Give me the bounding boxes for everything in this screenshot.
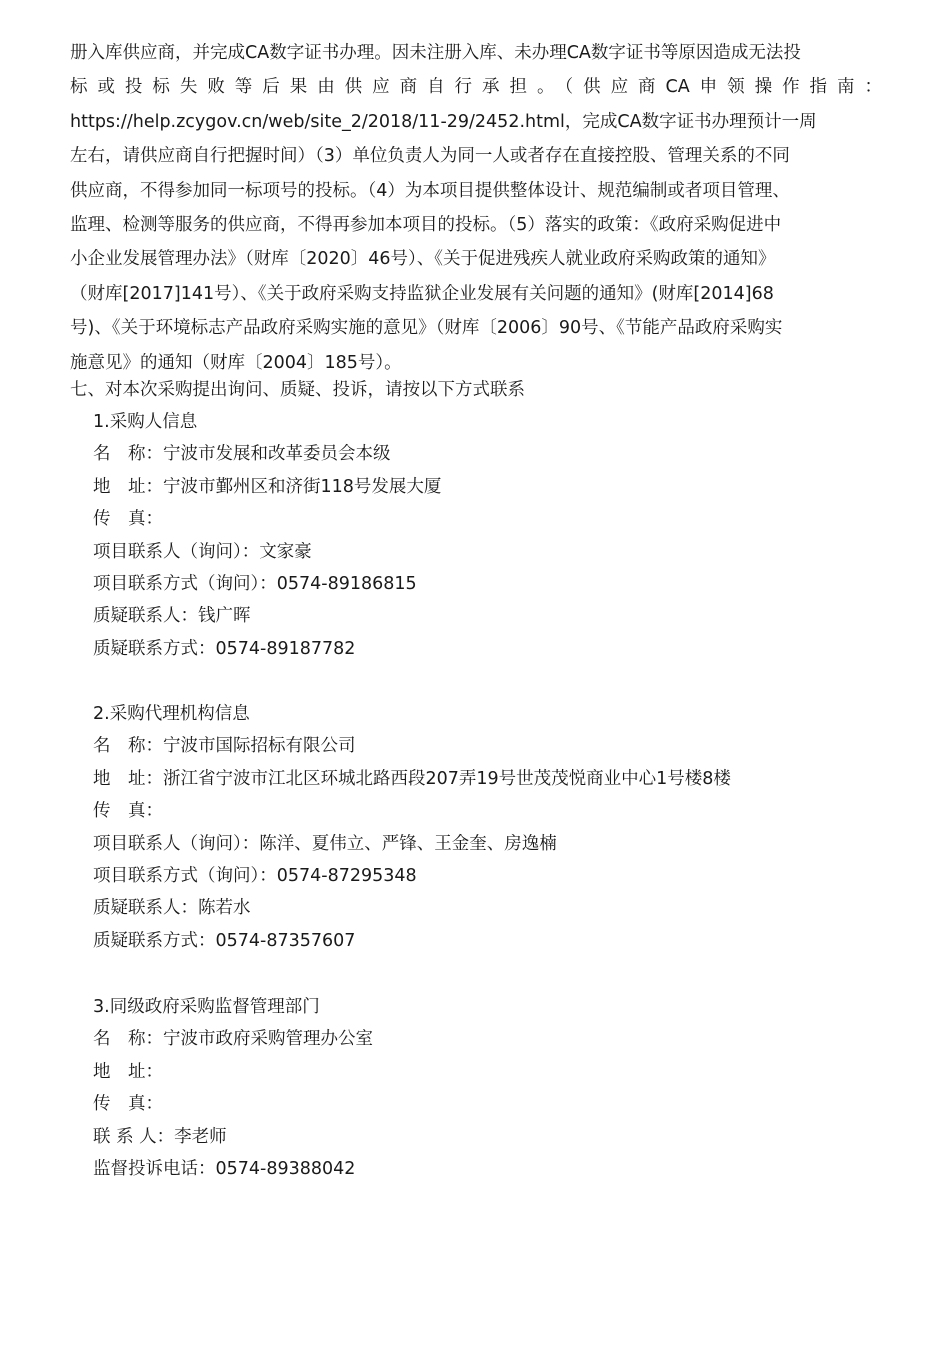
info-row <box>93 763 731 795</box>
field-value: 浙江省宁波市江北区环城北路西段207弄19号世茂茂悦商业中心1号楼8楼 <box>163 768 731 789</box>
field-label: 项目联系方式（询问）： <box>93 573 277 594</box>
info-row <box>93 503 441 535</box>
info-row <box>93 633 441 665</box>
field-value: 宁波市政府采购管理办公室 <box>163 1029 373 1050</box>
info-row <box>93 568 441 600</box>
field-label: 联 系 人： <box>93 1126 175 1147</box>
intro-paragraph <box>70 36 882 380</box>
field-value: 钱广晖 <box>198 606 251 627</box>
intro-line: 施意见》的通知（财库〔2004〕185号）。 <box>70 352 402 373</box>
field-value: 宁波市国际招标有限公司 <box>163 736 356 757</box>
intro-line: https://help.zcygov.cn/web/site_2/2018/11-29/2452.html，完成CA数字证书办理预计一周 <box>70 111 817 132</box>
field-value: 宁波市发展和改革委员会本级 <box>163 444 391 465</box>
field-label: 地 址： <box>93 1061 163 1082</box>
info-row <box>93 1023 373 1055</box>
intro-line: 小企业发展管理办法》（财库〔2020〕46号）、《关于促进残疾人就业政府采购政策的通知》 <box>70 249 776 270</box>
field-label: 名 称： <box>93 444 163 465</box>
info-row <box>93 860 731 892</box>
section-title: 1.采购人信息 <box>93 412 198 432</box>
field-value: 0574-87357607 <box>215 930 356 951</box>
section-title: 3.同级政府采购监督管理部门 <box>93 997 320 1017</box>
intro-line: 册入库供应商，并完成CA数字证书办理。因未注册入库、未办理CA数字证书等原因造成无法投 <box>70 43 801 63</box>
field-value: 文家豪 <box>259 541 312 562</box>
info-row <box>93 892 731 924</box>
info-row <box>93 471 441 503</box>
field-label: 名 称： <box>93 736 163 757</box>
info-row <box>93 828 731 860</box>
field-label: 地 址： <box>93 476 163 497</box>
info-row <box>93 925 731 957</box>
intro-line: 供应商，不得参加同一标项号的投标。（4）为本项目提供整体设计、规范编制或者项目管理、 <box>70 180 790 201</box>
field-label: 项目联系方式（询问）： <box>93 865 277 886</box>
info-row <box>93 1088 373 1120</box>
info-row <box>93 1153 373 1185</box>
field-label: 名 称： <box>93 1029 163 1050</box>
info-row <box>93 795 731 827</box>
info-row <box>93 730 731 762</box>
intro-line: （财库[2017]141号）、《关于政府采购支持监狱企业发展有关问题的通知》(财库[2014]68 <box>70 283 774 304</box>
field-label: 质疑联系人： <box>93 606 198 627</box>
field-value: 0574-87295348 <box>276 865 417 886</box>
field-value: 陈洋、夏伟立、严锋、王金奎、房逸楠 <box>259 833 557 854</box>
info-row <box>93 1121 373 1153</box>
field-value: 0574-89187782 <box>215 638 356 659</box>
field-value: 0574-89388042 <box>215 1158 356 1179</box>
info-row <box>93 600 441 632</box>
field-label: 项目联系人（询问）： <box>93 833 260 854</box>
field-label: 传 真： <box>93 1094 163 1115</box>
supervisor-info <box>93 991 373 1185</box>
field-label: 质疑联系人： <box>93 898 198 919</box>
field-label: 质疑联系方式： <box>93 638 216 659</box>
field-label: 地 址： <box>93 768 163 789</box>
field-value: 0574-89186815 <box>276 573 417 594</box>
purchaser-info <box>93 406 441 665</box>
field-label: 质疑联系方式： <box>93 930 216 951</box>
section-title: 2.采购代理机构信息 <box>93 704 250 724</box>
field-label: 传 真： <box>93 509 163 530</box>
intro-line: 监理、检测等服务的供应商，不得再参加本项目的投标。（5）落实的政策：《政府采购促进中 <box>70 215 782 236</box>
field-label: 监督投诉电话： <box>93 1158 216 1179</box>
field-label: 传 真： <box>93 801 163 822</box>
intro-line: 左右，请供应商自行把握时间）（3）单位负责人为同一人或者存在直接控股、管理关系的不同 <box>70 146 790 167</box>
agency-info <box>93 698 731 957</box>
field-value: 陈若水 <box>198 898 251 919</box>
section-heading: 七、对本次采购提出询问、质疑、投诉，请按以下方式联系 <box>70 380 525 400</box>
info-row <box>93 438 441 470</box>
field-value: 宁波市鄞州区和济街118号发展大厦 <box>163 476 442 497</box>
info-row <box>93 1056 373 1088</box>
field-label: 项目联系人（询问）： <box>93 541 260 562</box>
info-row <box>93 536 441 568</box>
field-value: 李老师 <box>174 1126 227 1147</box>
intro-line: 标或投标失败等后果由供应商自行承担。（供应商CA申领操作指南： <box>70 77 882 98</box>
intro-line: 号)、《关于环境标志产品政府采购实施的意见》（财库〔2006〕90号、《节能产品政府采购实 <box>70 318 783 339</box>
